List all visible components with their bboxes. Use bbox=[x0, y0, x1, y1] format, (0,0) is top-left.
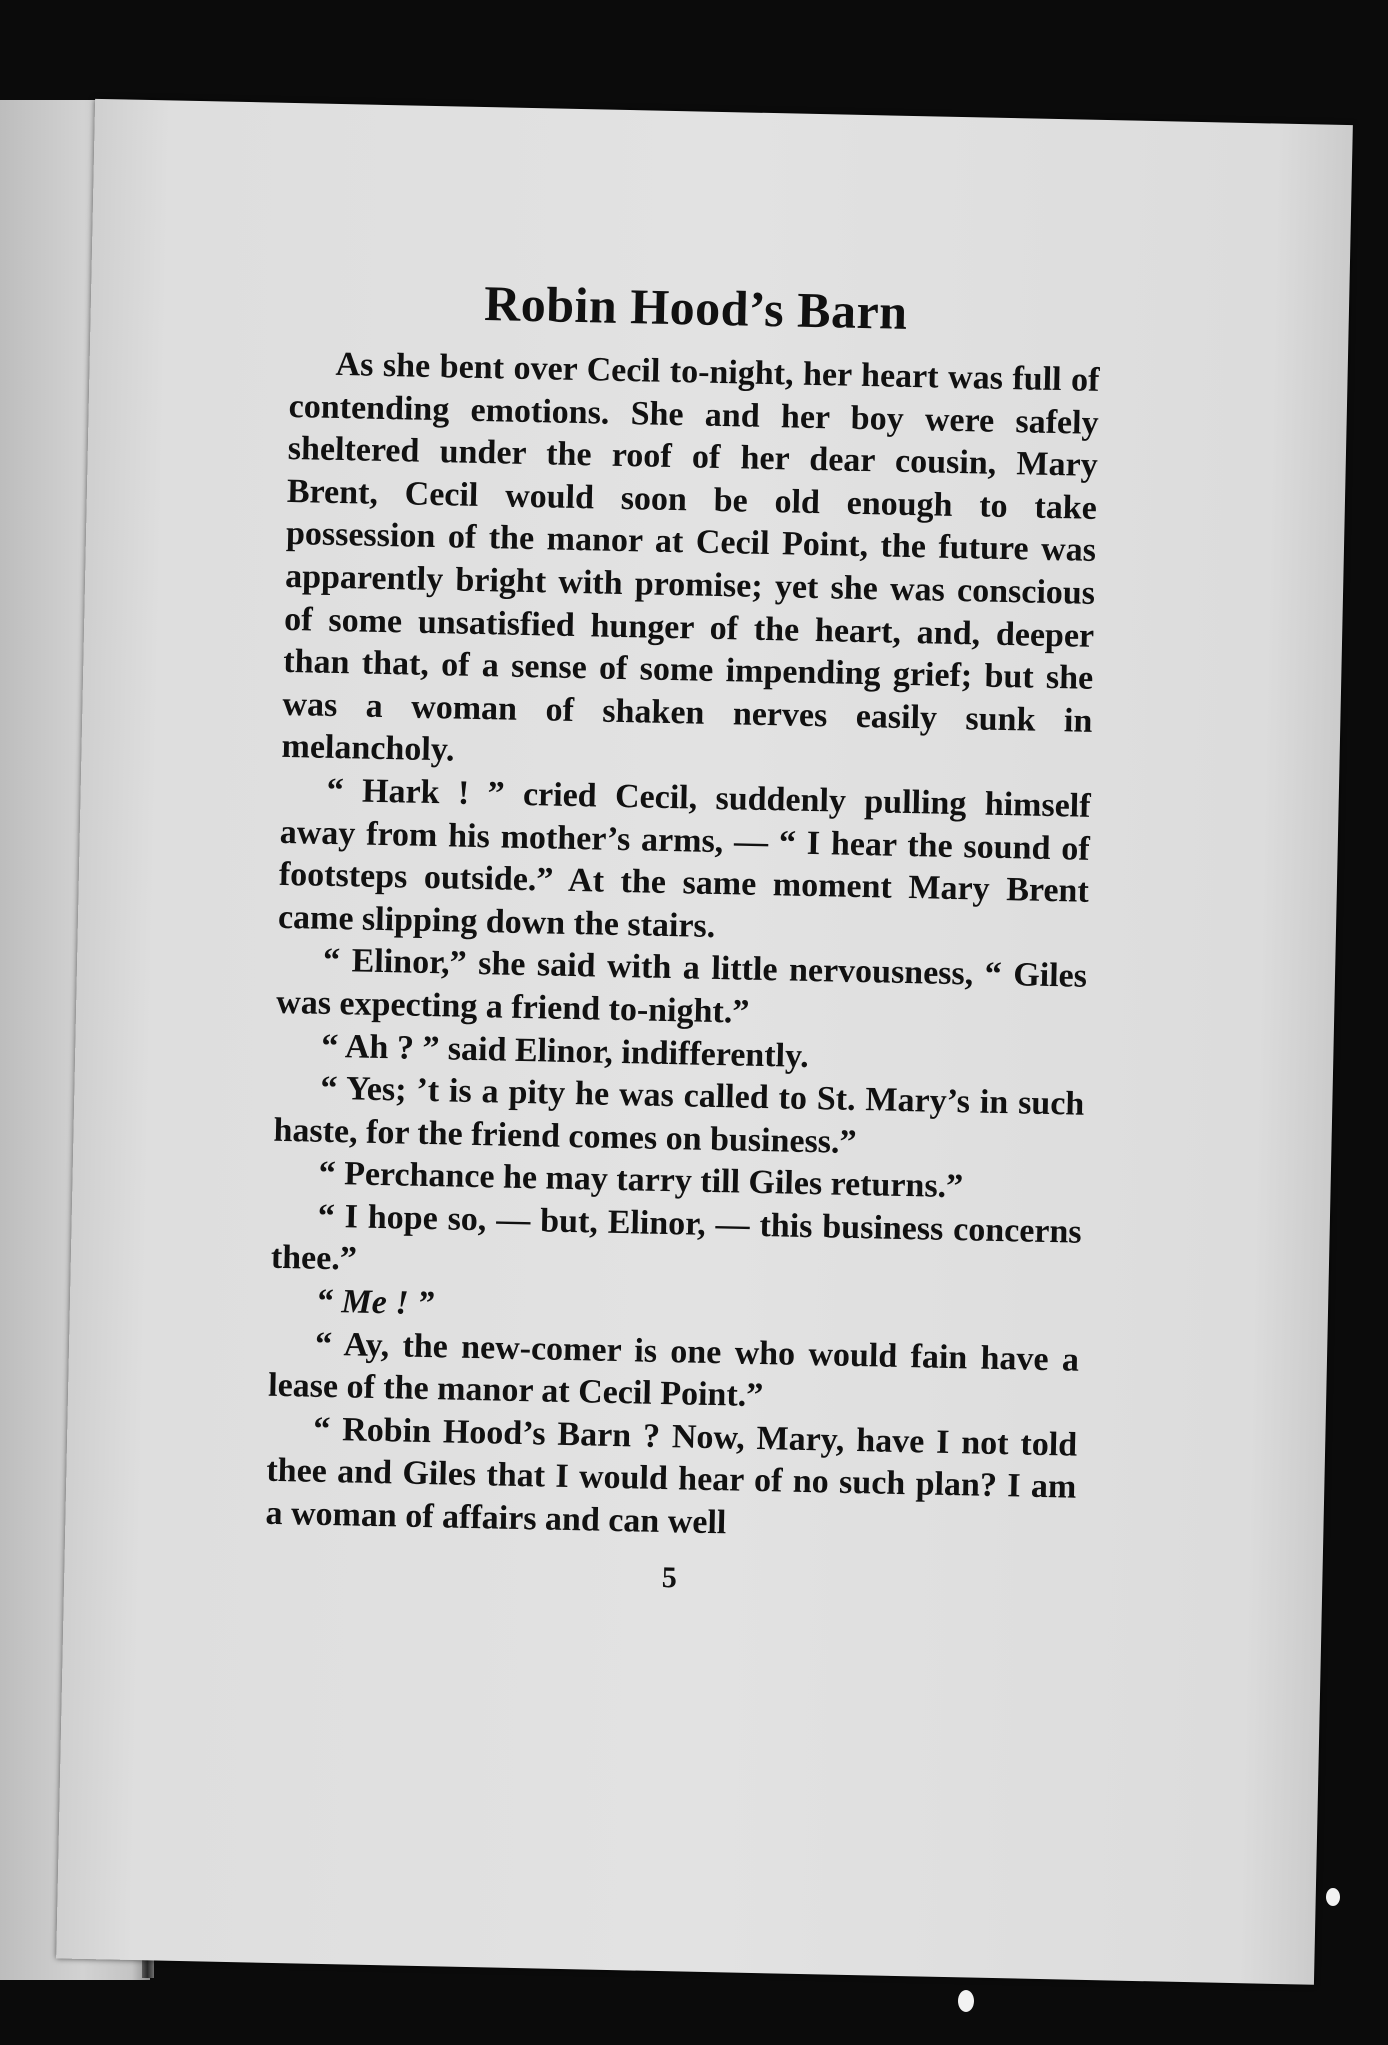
paragraph: “ Robin Hood’s Barn ? Now, Mary, have I not told thee and Giles that I would hear of no such plan? I am a woman of affairs and can well bbox=[265, 1410, 1078, 1542]
paragraph: “ Ah ? ” said Elinor, indifferently. bbox=[320, 1027, 810, 1075]
paragraph: “ Perchance he may tarry till Giles returns.” bbox=[318, 1155, 964, 1206]
scan-speck bbox=[958, 1990, 974, 2012]
paragraph: “ Hark ! ” cried Cecil, suddenly pulling himself away from his mother’s arms, — “ I hear the sound of footsteps outside.” At the same moment Mary Brent came slipping down the stairs. bbox=[277, 771, 1091, 945]
book-page bbox=[56, 99, 1353, 1985]
page-text bbox=[264, 269, 1101, 1606]
paragraph: “ Elinor,” she said with a little nervousness, “ Giles was expecting a friend to-night.” bbox=[275, 942, 1088, 1031]
paragraph: As she bent over Cecil to-night, her heart was full of contending emotions. She and her boy were safely sheltered under the roof of her dear cousin, Mary Brent, Cecil would soon be old enough to take possession of the manor at Cecil Point, the future was apparently bright with promise; yet she was conscious of some unsatisfied hunger of the heart, and, deeper than that, of a sense of some impending grief; but she was a woman of shaken nerves easily sunk in melancholy. bbox=[281, 345, 1100, 769]
page-title: Robin Hood’s Barn bbox=[483, 275, 909, 340]
paragraph: “ Ay, the new-comer is one who would fain have a lease of the manor at Cecil Point.” bbox=[267, 1325, 1080, 1415]
scan-speck bbox=[1326, 1888, 1340, 1906]
paragraph: “ Me ! ” bbox=[315, 1282, 435, 1323]
paragraph: “ Yes; ’t is a pity he was called to St. Mary’s in such haste, for the friend comes on business.” bbox=[273, 1069, 1085, 1161]
page-number: 5 bbox=[661, 1560, 678, 1594]
paragraph: “ I hope so, — but, Elinor, — this business concerns thee.” bbox=[270, 1197, 1083, 1279]
